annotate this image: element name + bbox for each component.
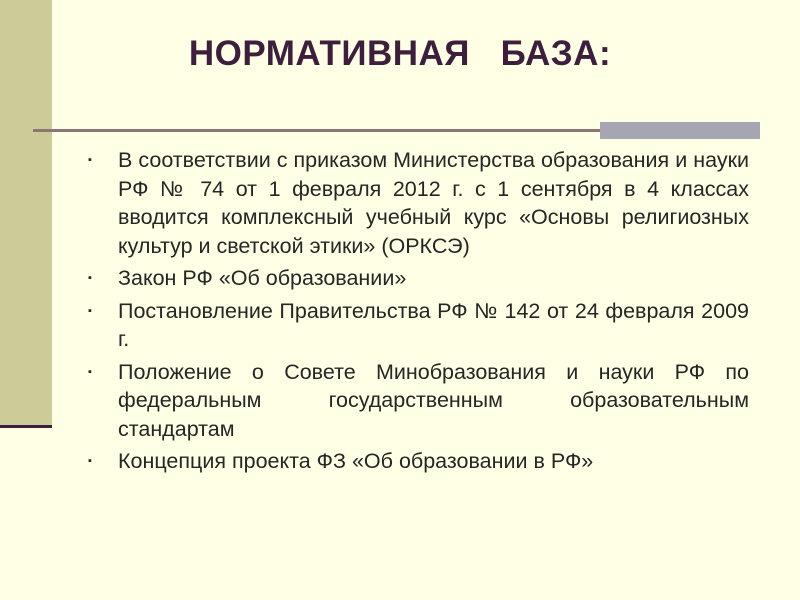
bullet-square-icon: ▪ [88, 154, 92, 166]
title-divider-line [33, 129, 601, 132]
bullet-list [85, 146, 749, 480]
title-divider-block [600, 122, 760, 139]
bullet-square-icon: ▪ [88, 304, 92, 317]
left-band-underline [0, 425, 52, 428]
slide-title: НОРМАТИВНАЯ БАЗА: [188, 34, 612, 73]
list-item-text: В соответствии с приказом Министерства образования и науки РФ № 74 от 1 февраля 2012 г. с 1 сентября в 4 классах вводится комплексный учебный курс «Основы религиозных культур и светской этики» (ОРКСЭ) [118, 148, 749, 258]
list-item-text: Положение о Совете Минобразования и науки РФ по федеральным государственным образовательным стандартам [118, 359, 749, 441]
list-item [85, 297, 749, 354]
list-item [85, 146, 749, 260]
bullet-square-icon: ▪ [88, 455, 92, 467]
list-item-text: Постановление Правительства РФ № 142 от 24 февраля 2009 г. [118, 298, 749, 351]
left-decorative-band [0, 0, 52, 425]
list-item-text: Концепция проекта ФЗ «Об образовании в РФ» [118, 449, 594, 473]
bullet-square-icon: ▪ [88, 365, 92, 378]
list-item [85, 264, 749, 293]
bullet-square-icon: ▪ [88, 272, 92, 284]
list-item [85, 358, 749, 444]
list-item-text: Закон РФ «Об образовании» [118, 266, 407, 290]
list-item [85, 447, 749, 476]
